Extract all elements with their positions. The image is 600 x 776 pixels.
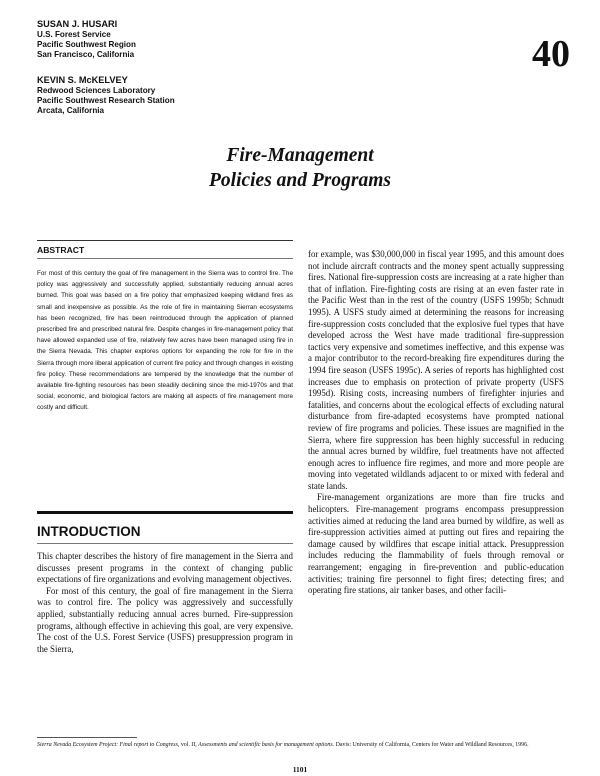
page-number: 1101 (292, 765, 308, 774)
introduction-body (37, 551, 293, 655)
chapter-title (0, 143, 600, 193)
chapter-title-line-2: Policies and Programs (208, 170, 391, 191)
author-affiliation: Redwood Sciences Laboratory (37, 86, 156, 95)
chapter-number: 40 (532, 33, 570, 75)
author-block-husari (37, 19, 136, 60)
author-location: San Francisco, California (37, 50, 135, 59)
author-location: Arcata, California (37, 106, 105, 115)
paragraph: Fire-management organizations are more than fire trucks and helicopters. Fire-management programs encompass presuppression activities aimed at reducing the land area burned by wildfire, as well as fire-suppression activities aimed at putting out fires and repairing the damage caused by wildfires that escape initial attack. Presuppression includes reducing the flammability of fuels through removal or rearrangement; engaging in fire-prevention and public-education activities; training fire personnel to fight fires; detecting fires; and operating fire stations, air tanker bases, and other facili- (308, 492, 564, 596)
abstract-top-rule (37, 240, 293, 241)
author-affiliation: Pacific Southwest Research Station (37, 96, 175, 105)
author-affiliation: Pacific Southwest Region (37, 40, 136, 49)
paragraph: for example, was $30,000,000 in fiscal year 1995, and this amount does not include aircraft contracts and the money spent actually suppressing fires. National fire-suppression costs are increasing at a rate higher than that of inflation. Fire-fighting costs are rising at an even faster rate in the Pacific West than in the rest of the country (USFS 1995b; Schnudt 1995). A USFS study aimed at determining the reasons for increasing fire-suppression costs concluded that the explosive fuel types that have developed across the West have made traditional fire-suppression tactics very expensive and sometimes ineffective, and this expense was a major contributor to the record-breaking fire expenditures during the 1994 fire season (USFS 1995c). A series of reports has highlighted cost increases due to emphasis on protection of private property (USFS 1995d). Rising costs, increasing numbers of firefighter injuries and fatalities, and concerns about the ecological effects of excluding natural disturbance from fire-adapted ecosystems have prompted national review of fire programs and policies. These issues are magnified in the Sierra, where fire suppression has been highly successful in reducing the annual acres burned by wildfire, fuel treatments have not affected enough acres to influence fire regimes, and more and more people are moving into vegetated wildlands adjacent to or mixed with federal and state lands. (308, 249, 564, 491)
footnote (37, 741, 564, 750)
introduction-heading: INTRODUCTION (37, 524, 141, 539)
author-name: SUSAN J. HUSARI (37, 19, 118, 29)
paragraph: For most of this century, the goal of fire management in the Sierra was to control fire. The policy was aggressively and successfully applied, substantially reducing annual acres burned. Fire-suppression programs, although effective in achieving this goal, are very expensive. The cost of the U.S. Forest Service (USFS) presuppression program in the Sierra, (37, 585, 293, 654)
abstract-bottom-rule (37, 511, 293, 514)
author-name: KEVIN S. McKELVEY (37, 75, 128, 85)
author-affiliation: U.S. Forest Service (37, 30, 111, 39)
chapter-title-line-1: Fire-Management (226, 145, 374, 166)
abstract-heading-rule (37, 258, 293, 259)
footnote-citation: Sierra Nevada Ecosystem Project: Final report to Congress, (37, 742, 180, 748)
introduction-rule (37, 543, 293, 544)
footnote-volume-title: Assessments and scientific basis for management options. (198, 742, 335, 748)
abstract-heading: ABSTRACT (37, 245, 85, 255)
footnote-volume: vol. II, (179, 742, 199, 748)
paragraph: This chapter describes the history of fire management in the Sierra and discusses present programs in the context of changing public expectations of fire organizations and evolving management objectives. (37, 551, 293, 585)
abstract-text: For most of this century the goal of fire management in the Sierra was to control fire. The policy was aggressively and successfully applied, substantially reducing annual acres burned. This goal was based on a fire policy that emphasized keeping wildland fires as small and inexpensive as possible. As the role of fire in maintaining Sierran ecosystems has been recognized, fire has been reintroduced through the application of planned prescribed fire and prescribed natural fire. Despite changes in fire-management policy that have allowed expanded use of fire, relatively few acres have been managed using fire in the Sierra Nevada. This chapter explores options for expanding the role for fire in the Sierra through more liberal application of current fire policy and through changes in existing fire policy. These recommendations are tempered by the knowledge that the number of available fire-fighting resources has been steadily declining since the mid-1970s and that social, economic, and biological factors are making all aspects of fire management more costly and difficult. (37, 270, 293, 412)
author-block-mckelvey (37, 75, 175, 116)
footnote-rule (37, 737, 137, 738)
footnote-publisher: Davis: University of California, Centers for Water and Wildland Resources, 1996. (334, 742, 529, 748)
right-column-body (308, 249, 564, 597)
